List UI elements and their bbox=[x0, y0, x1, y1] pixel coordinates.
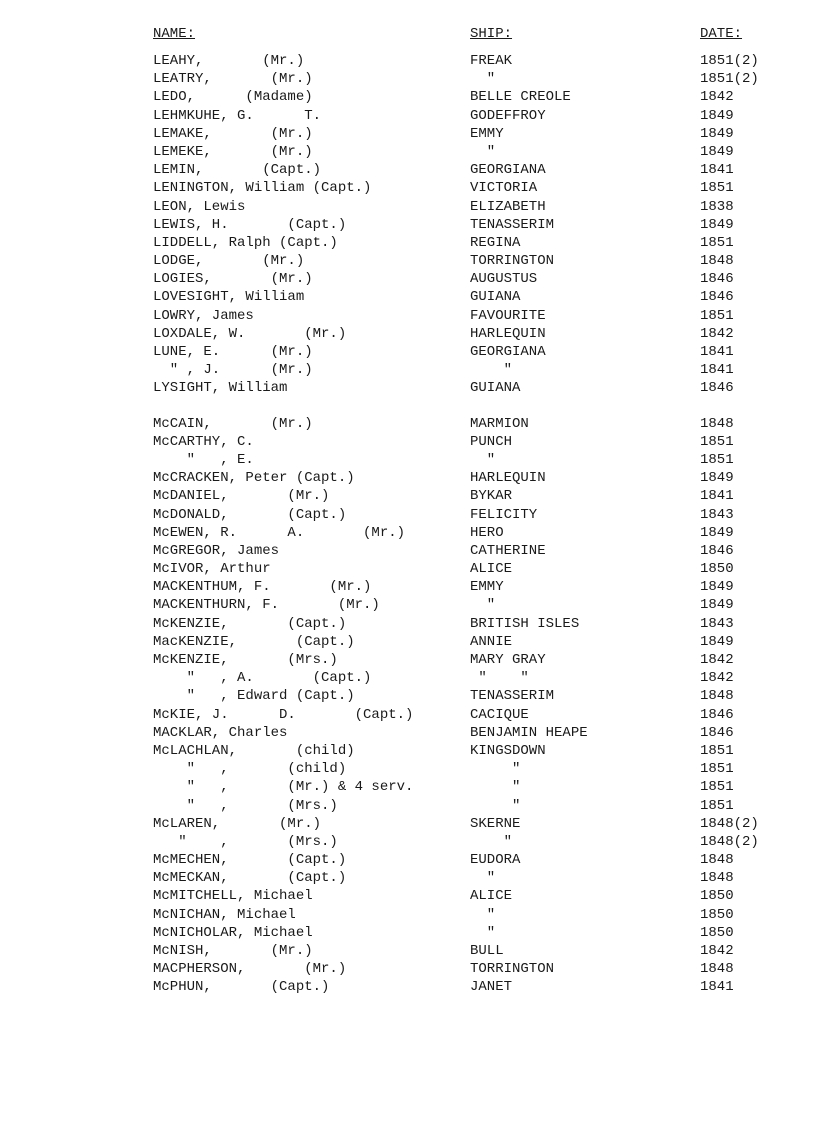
ship-name: FREAK bbox=[470, 53, 513, 69]
ship-name: TORRINGTON bbox=[470, 961, 555, 978]
arrival-date: 1849 bbox=[700, 216, 734, 233]
list-row bbox=[0, 706, 816, 724]
list-row bbox=[0, 960, 816, 978]
list-row bbox=[0, 633, 816, 651]
ship-name: " bbox=[470, 833, 513, 850]
arrival-date: 1842 bbox=[700, 670, 734, 687]
arrival-date: 1851 bbox=[700, 779, 734, 796]
ship-name: GEORGIANA bbox=[470, 344, 546, 360]
arrival-date: 1849 bbox=[700, 524, 734, 541]
list-row bbox=[0, 343, 816, 361]
list-row bbox=[0, 107, 816, 125]
list-row bbox=[0, 887, 816, 905]
arrival-date: 1851 bbox=[700, 234, 734, 251]
list-row bbox=[0, 942, 816, 960]
ship-name: HARLEQUIN bbox=[470, 325, 546, 342]
name-column-header: NAME: bbox=[153, 26, 196, 42]
arrival-date: 1850 bbox=[700, 888, 734, 905]
passenger-name: McMECHEN, (Capt.) bbox=[153, 852, 347, 869]
ship-name: AUGUSTUS bbox=[470, 271, 538, 288]
arrival-date: 1843 bbox=[700, 615, 734, 632]
ship-name: CACIQUE bbox=[470, 706, 529, 723]
passenger-name: " , J. (Mr.) bbox=[153, 362, 313, 379]
list-row bbox=[0, 143, 816, 161]
passenger-name: McGREGOR, James bbox=[153, 542, 280, 559]
passenger-name: LEHMKUHE, G. T. bbox=[153, 107, 322, 124]
passenger-name: McDANIEL, (Mr.) bbox=[153, 488, 330, 505]
passenger-name: McLAREN, (Mr.) bbox=[153, 815, 322, 832]
arrival-date: 1848 bbox=[700, 961, 734, 978]
passenger-name: LEDO, (Madame) bbox=[153, 89, 313, 106]
passenger-name: LYSIGHT, William bbox=[153, 380, 288, 397]
arrival-date: 1849 bbox=[700, 579, 734, 596]
arrival-date: 1851 bbox=[700, 797, 734, 814]
passenger-name: McDONALD, (Capt.) bbox=[153, 506, 347, 523]
list-row bbox=[0, 179, 816, 197]
ship-name: " bbox=[470, 779, 521, 796]
passenger-name: LEMEKE, (Mr.) bbox=[153, 143, 313, 160]
arrival-date: 1842 bbox=[700, 89, 734, 106]
ship-name: " bbox=[470, 797, 521, 814]
arrival-date: 1846 bbox=[700, 724, 734, 741]
ship-name: GUIANA bbox=[470, 380, 521, 397]
ship-name: FAVOURITE bbox=[470, 307, 546, 324]
list-row bbox=[0, 869, 816, 887]
passenger-name: " , Edward (Capt.) bbox=[153, 688, 355, 705]
passenger-name: LIDDELL, Ralph (Capt.) bbox=[153, 234, 338, 251]
list-row bbox=[0, 198, 816, 216]
passenger-name: LEMIN, (Capt.) bbox=[153, 162, 322, 179]
list-row bbox=[0, 797, 816, 815]
list-row bbox=[0, 851, 816, 869]
arrival-date: 1851 bbox=[700, 180, 734, 197]
list-row bbox=[0, 651, 816, 669]
arrival-date: 1851 bbox=[700, 451, 734, 468]
arrival-date: 1846 bbox=[700, 289, 734, 306]
list-row bbox=[0, 669, 816, 687]
arrival-date: 1841 bbox=[700, 344, 734, 360]
list-row bbox=[0, 433, 816, 451]
ship-name: MARMION bbox=[470, 415, 529, 432]
list-row bbox=[0, 325, 816, 343]
ship-name: " bbox=[470, 451, 496, 468]
passenger-name: LEAHY, (Mr.) bbox=[153, 53, 305, 69]
passenger-name: " , (child) bbox=[153, 761, 347, 778]
passenger-name: " , (Mrs.) bbox=[153, 797, 338, 814]
list-row bbox=[0, 560, 816, 578]
list-row bbox=[0, 288, 816, 306]
arrival-date: 1846 bbox=[700, 706, 734, 723]
list-row bbox=[0, 252, 816, 270]
passenger-name: McIVOR, Arthur bbox=[153, 561, 271, 578]
arrival-date: 1848 bbox=[700, 253, 734, 270]
passenger-name: LOGIES, (Mr.) bbox=[153, 271, 313, 288]
passenger-name: McCARTHY, C. bbox=[153, 433, 254, 450]
list-row bbox=[0, 815, 816, 833]
arrival-date: 1849 bbox=[700, 470, 734, 487]
ship-name: FELICITY bbox=[470, 506, 538, 523]
arrival-date: 1851 bbox=[700, 307, 734, 324]
arrival-date: 1842 bbox=[700, 325, 734, 342]
passenger-name: " , A. (Capt.) bbox=[153, 670, 372, 687]
list-row bbox=[0, 506, 816, 524]
passenger-name: LEMAKE, (Mr.) bbox=[153, 125, 313, 142]
arrival-date: 1851 bbox=[700, 742, 734, 759]
ship-name: ALICE bbox=[470, 888, 513, 905]
passenger-name: " , E. bbox=[153, 451, 254, 468]
list-row bbox=[0, 833, 816, 851]
passenger-name: MACKENTHURN, F. (Mr.) bbox=[153, 597, 380, 614]
ship-name: ALICE bbox=[470, 561, 513, 578]
passenger-name: LEATRY, (Mr.) bbox=[153, 71, 313, 88]
group-separator bbox=[0, 398, 816, 415]
ship-name: PUNCH bbox=[470, 433, 513, 450]
arrival-date: 1843 bbox=[700, 506, 734, 523]
list-row bbox=[0, 778, 816, 796]
ship-name: TORRINGTON bbox=[470, 253, 555, 270]
arrival-date: 1848 bbox=[700, 688, 734, 705]
list-row bbox=[0, 724, 816, 742]
ship-name: " bbox=[470, 906, 496, 923]
list-row bbox=[0, 125, 816, 143]
list-row bbox=[0, 270, 816, 288]
passenger-name: LODGE, (Mr.) bbox=[153, 253, 305, 270]
ship-name: EMMY bbox=[470, 579, 504, 596]
ship-name: BENJAMIN HEAPE bbox=[470, 724, 588, 741]
ship-name: BYKAR bbox=[470, 488, 513, 505]
arrival-date: 1842 bbox=[700, 943, 734, 959]
ship-name: GEORGIANA bbox=[470, 162, 546, 179]
arrival-date: 1841 bbox=[700, 488, 734, 505]
arrival-date: 1851(2) bbox=[700, 53, 759, 69]
arrival-date: 1849 bbox=[700, 107, 734, 124]
list-row bbox=[0, 760, 816, 778]
ship-name: EMMY bbox=[470, 125, 504, 142]
passenger-name: LUNE, E. (Mr.) bbox=[153, 344, 313, 360]
ship-name: GUIANA bbox=[470, 289, 521, 306]
ship-name: HERO bbox=[470, 524, 504, 541]
ship-name: JANET bbox=[470, 979, 513, 996]
arrival-date: 1849 bbox=[700, 125, 734, 142]
arrival-date: 1849 bbox=[700, 143, 734, 160]
passenger-name: LEON, Lewis bbox=[153, 198, 246, 215]
list-row bbox=[0, 52, 816, 70]
arrival-date: 1848 bbox=[700, 870, 734, 887]
list-row bbox=[0, 469, 816, 487]
ship-name: TENASSERIM bbox=[470, 688, 555, 705]
passenger-name: LOVESIGHT, William bbox=[153, 289, 305, 306]
passenger-name: McPHUN, (Capt.) bbox=[153, 979, 330, 996]
passenger-name: McEWEN, R. A. (Mr.) bbox=[153, 524, 406, 541]
arrival-date: 1851 bbox=[700, 433, 734, 450]
list-row bbox=[0, 161, 816, 179]
arrival-date: 1850 bbox=[700, 906, 734, 923]
ship-name: KINGSDOWN bbox=[470, 742, 546, 759]
ship-name: " bbox=[470, 870, 496, 887]
arrival-date: 1848(2) bbox=[700, 815, 759, 832]
list-row bbox=[0, 978, 816, 996]
list-row bbox=[0, 451, 816, 469]
arrival-date: 1846 bbox=[700, 542, 734, 559]
arrival-date: 1850 bbox=[700, 561, 734, 578]
passenger-name: MACKENTHUM, F. (Mr.) bbox=[153, 579, 372, 596]
passenger-name: LEWIS, H. (Capt.) bbox=[153, 216, 347, 233]
ship-name: CATHERINE bbox=[470, 542, 546, 559]
arrival-date: 1848(2) bbox=[700, 833, 759, 850]
list-row bbox=[0, 615, 816, 633]
list-row bbox=[0, 216, 816, 234]
ship-name: MARY GRAY bbox=[470, 652, 546, 668]
arrival-date: 1848 bbox=[700, 415, 734, 432]
arrival-date: 1848 bbox=[700, 852, 734, 869]
passenger-name: " , (Mr.) & 4 serv. bbox=[153, 779, 414, 796]
ship-name: " bbox=[470, 597, 496, 614]
passenger-name: LENINGTON, William (Capt.) bbox=[153, 180, 372, 197]
list-row bbox=[0, 742, 816, 760]
list-row bbox=[0, 88, 816, 106]
list-row bbox=[0, 542, 816, 560]
ship-name: " bbox=[470, 761, 521, 778]
ship-name: " bbox=[470, 143, 496, 160]
passenger-name: McCRACKEN, Peter (Capt.) bbox=[153, 470, 355, 487]
passenger-name: McNICHOLAR, Michael bbox=[153, 924, 313, 941]
passenger-list bbox=[0, 52, 816, 997]
passenger-name: McMITCHELL, Michael bbox=[153, 888, 313, 905]
passenger-name: LOWRY, James bbox=[153, 307, 254, 324]
list-row bbox=[0, 906, 816, 924]
arrival-date: 1851(2) bbox=[700, 71, 759, 88]
ship-name: BELLE CREOLE bbox=[470, 89, 571, 106]
ship-name: " bbox=[470, 71, 496, 88]
list-row bbox=[0, 234, 816, 252]
list-row bbox=[0, 596, 816, 614]
arrival-date: 1846 bbox=[700, 380, 734, 397]
list-row bbox=[0, 361, 816, 379]
passenger-name: McNISH, (Mr.) bbox=[153, 943, 313, 959]
list-row bbox=[0, 379, 816, 397]
arrival-date: 1846 bbox=[700, 271, 734, 288]
ship-name: EUDORA bbox=[470, 852, 521, 869]
ship-name: TENASSERIM bbox=[470, 216, 555, 233]
ship-name: " bbox=[470, 362, 513, 379]
arrival-date: 1841 bbox=[700, 162, 734, 179]
ship-name: GODEFFROY bbox=[470, 107, 546, 124]
passenger-name: McCAIN, (Mr.) bbox=[153, 415, 313, 432]
passenger-name: McNICHAN, Michael bbox=[153, 906, 296, 923]
arrival-date: 1849 bbox=[700, 633, 734, 650]
ship-name: ELIZABETH bbox=[470, 198, 546, 215]
list-row bbox=[0, 578, 816, 596]
ship-name: SKERNE bbox=[470, 815, 521, 832]
ship-column-header: SHIP: bbox=[470, 26, 513, 42]
list-row bbox=[0, 924, 816, 942]
arrival-date: 1841 bbox=[700, 362, 734, 379]
ship-name: " bbox=[470, 924, 496, 941]
ship-name: HARLEQUIN bbox=[470, 470, 546, 487]
list-row bbox=[0, 524, 816, 542]
list-row bbox=[0, 70, 816, 88]
passenger-name: McLACHLAN, (child) bbox=[153, 742, 355, 759]
arrival-date: 1838 bbox=[700, 198, 734, 215]
arrival-date: 1842 bbox=[700, 652, 734, 668]
ship-name: BRITISH ISLES bbox=[470, 615, 580, 632]
passenger-name: MACPHERSON, (Mr.) bbox=[153, 961, 347, 978]
list-row bbox=[0, 415, 816, 433]
passenger-name: MACKLAR, Charles bbox=[153, 724, 288, 741]
passenger-name: " , (Mrs.) bbox=[153, 833, 338, 850]
passenger-name: McKIE, J. D. (Capt.) bbox=[153, 706, 414, 723]
ship-name: BULL bbox=[470, 943, 504, 959]
ship-name: VICTORIA bbox=[470, 180, 538, 197]
passenger-name: LOXDALE, W. (Mr.) bbox=[153, 325, 347, 342]
ship-name: " " bbox=[470, 670, 529, 687]
list-row bbox=[0, 487, 816, 505]
arrival-date: 1849 bbox=[700, 597, 734, 614]
list-row bbox=[0, 687, 816, 705]
ship-name: ANNIE bbox=[470, 633, 513, 650]
passenger-name: McKENZIE, (Mrs.) bbox=[153, 652, 338, 668]
passenger-name: McKENZIE, (Capt.) bbox=[153, 615, 347, 632]
date-column-header: DATE: bbox=[700, 26, 743, 42]
arrival-date: 1850 bbox=[700, 924, 734, 941]
arrival-date: 1851 bbox=[700, 761, 734, 778]
passenger-name: McMECKAN, (Capt.) bbox=[153, 870, 347, 887]
list-row bbox=[0, 307, 816, 325]
arrival-date: 1841 bbox=[700, 979, 734, 996]
ship-name: REGINA bbox=[470, 234, 521, 251]
passenger-name: MacKENZIE, (Capt.) bbox=[153, 633, 355, 650]
